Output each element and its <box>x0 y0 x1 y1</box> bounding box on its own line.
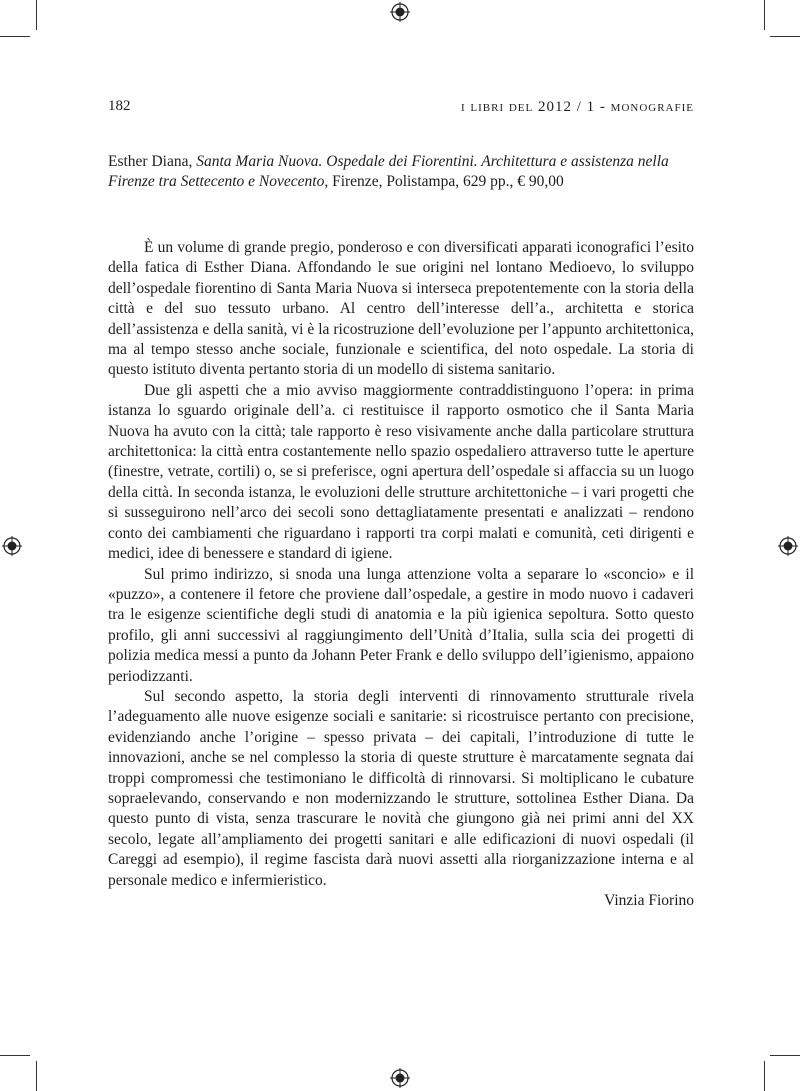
book-publication: , Firenze, Polistampa, 629 pp., € 90,00 <box>324 173 564 191</box>
crop-mark <box>770 1055 800 1056</box>
review-body <box>108 238 694 911</box>
book-title: Santa Maria Nuova. Ospedale dei Fiorentini. Architettura e assistenza nella Firenze tra Settecento e Novecento <box>108 153 669 191</box>
crop-mark <box>0 1055 30 1056</box>
crop-mark <box>770 36 800 37</box>
review-paragraph: Due gli aspetti che a mio avviso maggiormente contraddistinguono l’opera: in prima istanza lo sguardo originale dell’a. ci restituisce il rapporto osmotico che il Santa Maria Nuova ha avuto con la città; tale rapporto è reso visivamente anche dalla particolare struttura architettonica: la città entra costantemente nello spazio ospedaliero attraverso tutte le aperture (finestre, vetrate, cortili) o, se si preferisce, ogni apertura dell’ospedale si affaccia su un luogo della città. In seconda istanza, le evoluzioni delle strutture architettoniche – i vari progetti che si susseguirono nell’arco dei secoli sono dettagliatamente presentati e analizzati – rendono conto dei cambiamenti che riguardano i rapporti tra corpi malati e comunità, ceti dirigenti e medici, idee di benessere e standard di igiene. <box>108 381 694 563</box>
review-paragraph: Sul primo indirizzo, si snoda una lunga attenzione volta a separare lo «sconcio» e il «puzzo», a contenere il fetore che proviene dall’ospedale, a gestire in modo nuovo i cadaveri tra le esigenze scientifiche degli studi di anatomia e la più igienica sepoltura. Sotto questo profilo, gli anni successivi al raggiungimento dell’Unità d’Italia, sulla scia dei progetti di polizia medica messi a punto da Johann Peter Frank e dello sviluppo dell’igienismo, appaiono periodizzanti. <box>108 565 694 685</box>
crop-mark <box>764 1061 765 1091</box>
running-title: i libri del 2012 / 1 - monografie <box>460 99 694 115</box>
crop-mark <box>0 36 30 37</box>
registration-mark-icon <box>390 2 410 22</box>
crop-mark <box>36 0 37 30</box>
bibliographic-entry <box>108 152 694 193</box>
review-signature: Vinzia Fiorino <box>604 892 694 909</box>
page-number: 182 <box>108 98 131 114</box>
running-header <box>108 98 694 120</box>
book-author: Esther Diana, <box>108 153 193 170</box>
registration-mark-icon <box>390 1068 410 1088</box>
review-paragraph: È un volume di grande pregio, ponderoso e con diversificati apparati iconografici l’esito della fatica di Esther Diana. Affondando le sue origini nel lontano Medioevo, lo sviluppo dell’ospedale fiorentino di Santa Maria Nuova si interseca prepotentemente con la storia della città e del suo tessuto urbano. Al centro dell’interesse dell’a., architetta e storica dell’assistenza e della sanità, vi è la ricostruzione dell’evoluzione per l’appunto architettonica, ma al tempo stesso anche sociale, funzionale e scientifica, del noto ospedale. La storia di questo istituto diventa pertanto storia di un modello di sistema sanitario. <box>108 239 694 379</box>
review-paragraph: Sul secondo aspetto, la storia degli interventi di rinnovamento strutturale rivela l’adeguamento alle nuove esigenze sociali e sanitarie: si ricostruisce pertanto con precisione, evidenziando anche l’origine – spesso privata – dei capitali, l’introduzione di tutte le innovazioni, anche se nel complesso la storia di queste strutture è marcatamente segnata dai troppi compromessi che testimoniano le difficoltà di rinnovarsi. Si moltiplicano le cubature sopraelevando, conservando e non modernizzando le strutture, sottolinea Esther Diana. Da questo punto di vista, senza trascurare le novità che giungono già nei primi anni del XX secolo, legate all’ampliamento dei progetti sanitari e alle edificazioni di nuovi ospedali (il Careggi ad esempio), il regime fascista darà nuovi assetti alla riorganizzazione interna e al personale medico e infermieristico. <box>108 687 694 889</box>
registration-mark-icon <box>2 536 22 556</box>
crop-mark <box>764 0 765 30</box>
crop-mark <box>36 1061 37 1091</box>
registration-mark-icon <box>778 536 798 556</box>
